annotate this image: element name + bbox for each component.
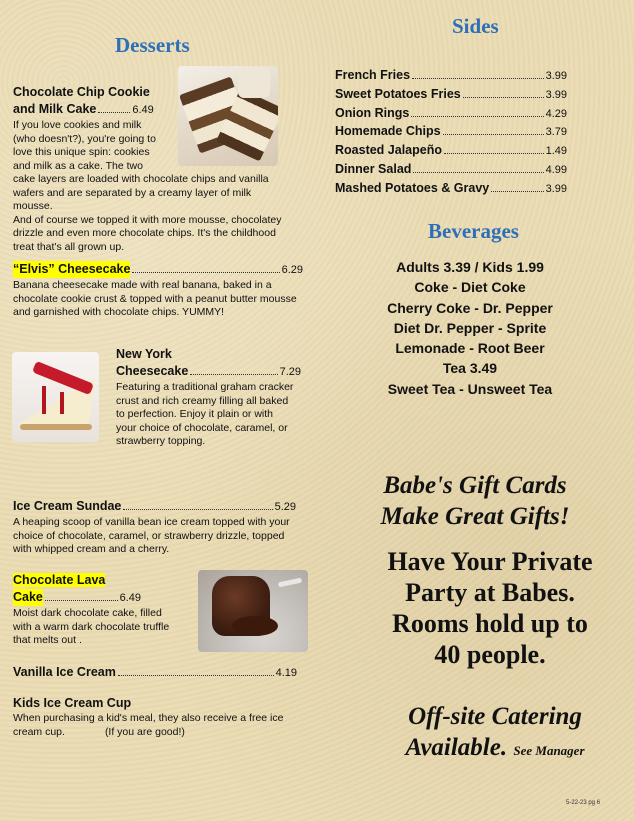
side-name: Mashed Potatoes & Gravy — [335, 180, 490, 195]
chocolate-chip-cake-desc — [13, 119, 293, 254]
chocolate-chip-cake-item — [13, 84, 293, 254]
desc-line: chocolate cookie crust & topped with a peanut butter mousse — [13, 292, 297, 305]
vanilla-ice-cream-item — [13, 664, 297, 682]
desc-line: treat that's all grown up. — [13, 240, 125, 253]
side-price: 3.99 — [545, 182, 567, 195]
side-item — [335, 67, 567, 86]
side-name: French Fries — [335, 68, 411, 82]
elvis-title: “Elvis” Cheesecake — [13, 262, 131, 276]
beverages-list — [355, 257, 585, 399]
page-code: 5-22-23 pg 6 — [566, 800, 601, 806]
gift-cards-promo — [330, 470, 620, 532]
lava-title-2: Cake — [13, 590, 43, 604]
desc-line: and garnished with chocolate chips. YUMMY! — [13, 306, 225, 318]
kids-desc-a: cream cup. — [13, 725, 65, 738]
chocolate-chip-cake-title-2 — [13, 101, 293, 119]
desc-line: love this unique spin: cookies — [13, 146, 150, 158]
sundae-price: 5.29 — [274, 501, 296, 513]
sides-heading: Sides — [452, 14, 499, 38]
side-price: 1.49 — [545, 145, 567, 158]
party-line: Have Your Private — [387, 547, 593, 576]
side-name: Roasted Jalapeño — [335, 143, 442, 158]
desc-line: crust and rich creamy filling all baked — [116, 394, 289, 407]
desc-line — [13, 726, 303, 740]
side-item — [335, 142, 567, 161]
lava-title-1-wrap — [13, 572, 193, 589]
catering-line-1: Off-site Catering — [408, 703, 582, 730]
ny-title-2: Cheesecake — [116, 364, 189, 378]
party-line: 40 people. — [434, 640, 546, 669]
lava-title-1: Chocolate Lava — [13, 573, 106, 587]
desc-line: Moist dark chocolate cake, filled — [13, 607, 162, 619]
desc-line: with whipped cream and a cherry. — [13, 543, 170, 555]
see-manager: See Manager — [513, 743, 585, 758]
desc-line: A heaping scoop of vanilla bean ice cream topped with your — [13, 516, 290, 528]
side-price: 3.99 — [545, 88, 567, 101]
private-party-promo — [370, 546, 610, 670]
lava-title-row — [13, 589, 141, 607]
chocolate-chip-cake-title-2-text: and Milk Cake — [13, 102, 97, 116]
beverage-line: Coke - Diet Coke — [414, 279, 526, 296]
beverage-line: Diet Dr. Pepper - Sprite — [393, 319, 547, 336]
desc-line: cake layers are loaded with chocolate chips and vanilla — [13, 173, 269, 185]
beverage-line: Sweet Tea - Unsweet Tea — [387, 380, 553, 397]
kids-desc-b: (If you are good!) — [104, 725, 185, 738]
side-item — [335, 161, 567, 180]
side-name: Onion Rings — [335, 105, 410, 120]
elvis-cheesecake-item — [13, 261, 303, 320]
gift-line-1: Babe's Gift Cards — [383, 472, 567, 499]
desc-line: Featuring a traditional graham cracker — [116, 381, 294, 393]
lava-price: 6.49 — [119, 592, 141, 604]
party-line: Rooms hold up to — [392, 609, 588, 638]
sundae-title: Ice Cream Sundae — [13, 499, 122, 513]
desc-line: And of course we topped it with more mousse, chocolatey — [13, 213, 282, 226]
kids-title: Kids Ice Cream Cup — [13, 696, 132, 710]
catering-line-2 — [385, 732, 605, 766]
side-item — [335, 105, 567, 124]
side-price: 3.79 — [545, 126, 567, 139]
desc-line: choice of chocolate, caramel, or strawberry drizzle, topped — [13, 529, 285, 542]
desc-line: If you love cookies and milk — [13, 119, 142, 131]
beverage-line: Tea 3.49 — [442, 360, 498, 377]
ny-price: 7.29 — [279, 366, 301, 378]
desc-line: When purchasing a kid's meal, they also receive a free ice — [13, 712, 284, 724]
vanilla-title: Vanilla Ice Cream — [13, 665, 116, 679]
desserts-heading: Desserts — [115, 33, 190, 57]
sides-list — [335, 67, 567, 199]
desc-line: with a warm dark chocolate truffle — [13, 620, 170, 633]
desc-line: strawberry topping. — [116, 435, 206, 447]
ny-title-1: New York — [116, 347, 172, 361]
ny-title-row — [116, 363, 301, 381]
side-item — [335, 180, 567, 199]
desc-line: wafers and are separated by a creamy layer of milk mousse. — [13, 186, 252, 212]
chocolate-chip-cake-price: 6.49 — [132, 104, 154, 116]
lava-cake-item — [13, 572, 193, 648]
chocolate-chip-cake-title-1: Chocolate Chip Cookie — [13, 85, 150, 99]
desc-line: and milk as a cake. The two — [13, 159, 143, 172]
desc-line: to perfection. Enjoy it plain or with — [116, 408, 273, 420]
desc-line: drizzle and even more chocolate chips. It's the childhood — [13, 227, 276, 239]
desc-line: (who doesn't?), you're going to — [13, 132, 156, 145]
beverage-line: Lemonade - Root Beer — [395, 340, 545, 357]
side-name: Dinner Salad — [335, 161, 412, 176]
ny-cheesecake-photo — [12, 352, 99, 442]
elvis-title-row — [13, 261, 303, 279]
gift-line-2: Make Great Gifts! — [380, 503, 570, 530]
sundae-title-row — [13, 498, 296, 516]
catering-promo — [385, 701, 605, 766]
party-line: Party at Babes. — [405, 578, 575, 607]
side-price: 4.99 — [545, 163, 567, 176]
side-price: 3.99 — [545, 70, 567, 82]
ny-cheesecake-item — [116, 346, 301, 449]
sundae-item — [13, 498, 296, 557]
elvis-price: 6.29 — [281, 264, 303, 276]
desc-line: your choice of chocolate, caramel, or — [116, 421, 288, 434]
side-name: Homemade Chips — [335, 124, 441, 139]
beverage-line: Adults 3.39 / Kids 1.99 — [396, 259, 544, 275]
desc-line: that melts out . — [13, 634, 82, 646]
vanilla-price: 4.19 — [275, 667, 297, 679]
beverage-line: Cherry Coke - Dr. Pepper — [387, 299, 553, 316]
side-price: 4.29 — [545, 107, 567, 120]
lava-cake-photo — [198, 570, 308, 652]
catering-available: Available. — [405, 734, 508, 761]
side-item — [335, 123, 567, 142]
beverages-heading: Beverages — [428, 219, 519, 243]
kids-ice-cream-item — [13, 695, 303, 739]
side-item — [335, 86, 567, 105]
desc-line: Banana cheesecake made with real banana, baked in a — [13, 279, 272, 291]
side-name: Sweet Potatoes Fries — [335, 86, 461, 101]
